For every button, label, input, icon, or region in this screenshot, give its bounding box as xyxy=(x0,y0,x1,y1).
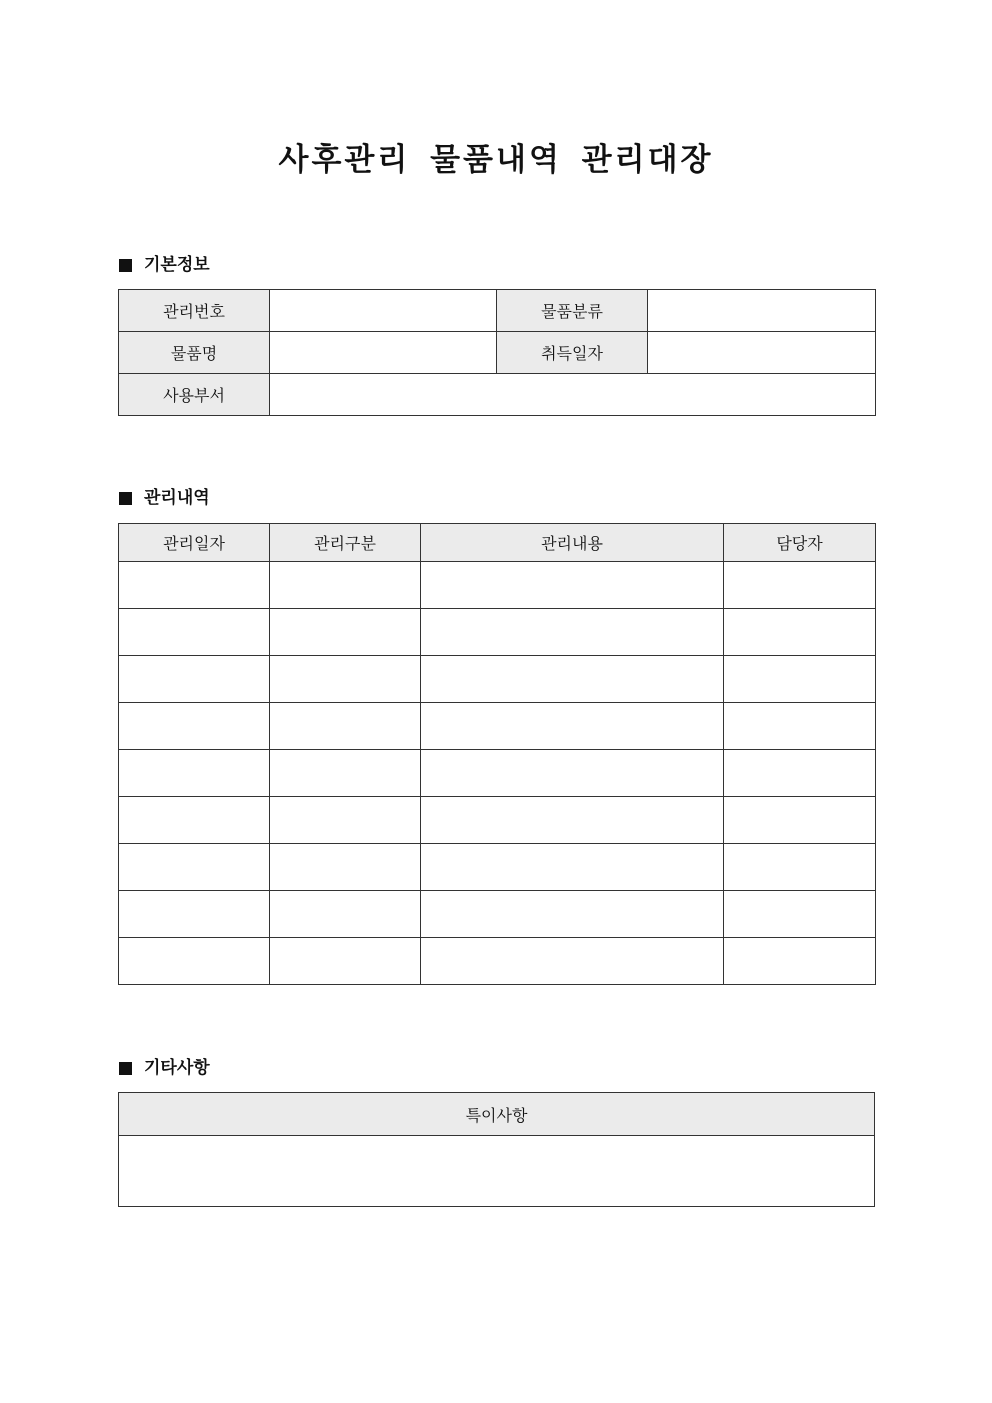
manager-cell[interactable] xyxy=(724,891,876,938)
table-row xyxy=(119,609,876,656)
date-cell[interactable] xyxy=(119,703,270,750)
table-row xyxy=(119,750,876,797)
type-cell[interactable] xyxy=(270,797,421,844)
item-name-label: 물품명 xyxy=(119,332,270,374)
date-cell[interactable] xyxy=(119,797,270,844)
mgmt-no-label: 관리번호 xyxy=(119,290,270,332)
square-bullet-icon xyxy=(119,259,132,272)
dept-field[interactable] xyxy=(270,374,876,416)
type-cell[interactable] xyxy=(270,562,421,609)
content-cell[interactable] xyxy=(421,938,724,985)
content-cell[interactable] xyxy=(421,844,724,891)
dept-label: 사용부서 xyxy=(119,374,270,416)
date-cell[interactable] xyxy=(119,891,270,938)
manager-cell[interactable] xyxy=(724,844,876,891)
table-row xyxy=(119,703,876,750)
column-header-manager: 담당자 xyxy=(724,524,876,562)
content-cell[interactable] xyxy=(421,609,724,656)
table-row xyxy=(119,1136,875,1207)
category-field[interactable] xyxy=(648,290,876,332)
column-header-remarks: 특이사항 xyxy=(119,1093,875,1136)
content-cell[interactable] xyxy=(421,703,724,750)
notes-table xyxy=(118,1092,875,1207)
page-title: 사후관리 물품내역 관리대장 xyxy=(278,142,714,178)
table-row xyxy=(119,844,876,891)
table-header-row xyxy=(119,1093,875,1136)
basic-info-table xyxy=(118,289,876,416)
mgmt-no-field[interactable] xyxy=(270,290,497,332)
management-log-table xyxy=(118,523,876,985)
date-cell[interactable] xyxy=(119,750,270,797)
date-cell[interactable] xyxy=(119,562,270,609)
section-heading-log xyxy=(119,488,210,508)
type-cell[interactable] xyxy=(270,750,421,797)
content-cell[interactable] xyxy=(421,750,724,797)
type-cell[interactable] xyxy=(270,656,421,703)
remarks-field[interactable] xyxy=(119,1136,875,1207)
content-cell[interactable] xyxy=(421,656,724,703)
content-cell[interactable] xyxy=(421,562,724,609)
content-cell[interactable] xyxy=(421,891,724,938)
manager-cell[interactable] xyxy=(724,938,876,985)
section-heading-basic-label: 기본정보 xyxy=(144,255,210,275)
section-heading-basic xyxy=(119,255,210,275)
acq-date-field[interactable] xyxy=(648,332,876,374)
manager-cell[interactable] xyxy=(724,609,876,656)
item-name-field[interactable] xyxy=(270,332,497,374)
section-heading-log-label: 관리내역 xyxy=(144,488,210,508)
table-row xyxy=(119,938,876,985)
type-cell[interactable] xyxy=(270,938,421,985)
date-cell[interactable] xyxy=(119,609,270,656)
date-cell[interactable] xyxy=(119,656,270,703)
square-bullet-icon xyxy=(119,1062,132,1075)
category-label: 물품분류 xyxy=(497,290,648,332)
manager-cell[interactable] xyxy=(724,797,876,844)
type-cell[interactable] xyxy=(270,844,421,891)
date-cell[interactable] xyxy=(119,844,270,891)
manager-cell[interactable] xyxy=(724,562,876,609)
type-cell[interactable] xyxy=(270,609,421,656)
table-row xyxy=(119,797,876,844)
section-heading-notes xyxy=(119,1058,210,1078)
type-cell[interactable] xyxy=(270,891,421,938)
column-header-type: 관리구분 xyxy=(270,524,421,562)
manager-cell[interactable] xyxy=(724,703,876,750)
table-row xyxy=(119,562,876,609)
manager-cell[interactable] xyxy=(724,656,876,703)
column-header-date: 관리일자 xyxy=(119,524,270,562)
column-header-content: 관리내용 xyxy=(421,524,724,562)
table-row xyxy=(119,374,876,416)
square-bullet-icon xyxy=(119,492,132,505)
type-cell[interactable] xyxy=(270,703,421,750)
section-heading-notes-label: 기타사항 xyxy=(144,1058,210,1078)
manager-cell[interactable] xyxy=(724,750,876,797)
table-row xyxy=(119,332,876,374)
content-cell[interactable] xyxy=(421,797,724,844)
table-row xyxy=(119,891,876,938)
management-log-body xyxy=(119,562,876,985)
date-cell[interactable] xyxy=(119,938,270,985)
acq-date-label: 취득일자 xyxy=(497,332,648,374)
table-row xyxy=(119,656,876,703)
table-header-row xyxy=(119,524,876,562)
table-row xyxy=(119,290,876,332)
